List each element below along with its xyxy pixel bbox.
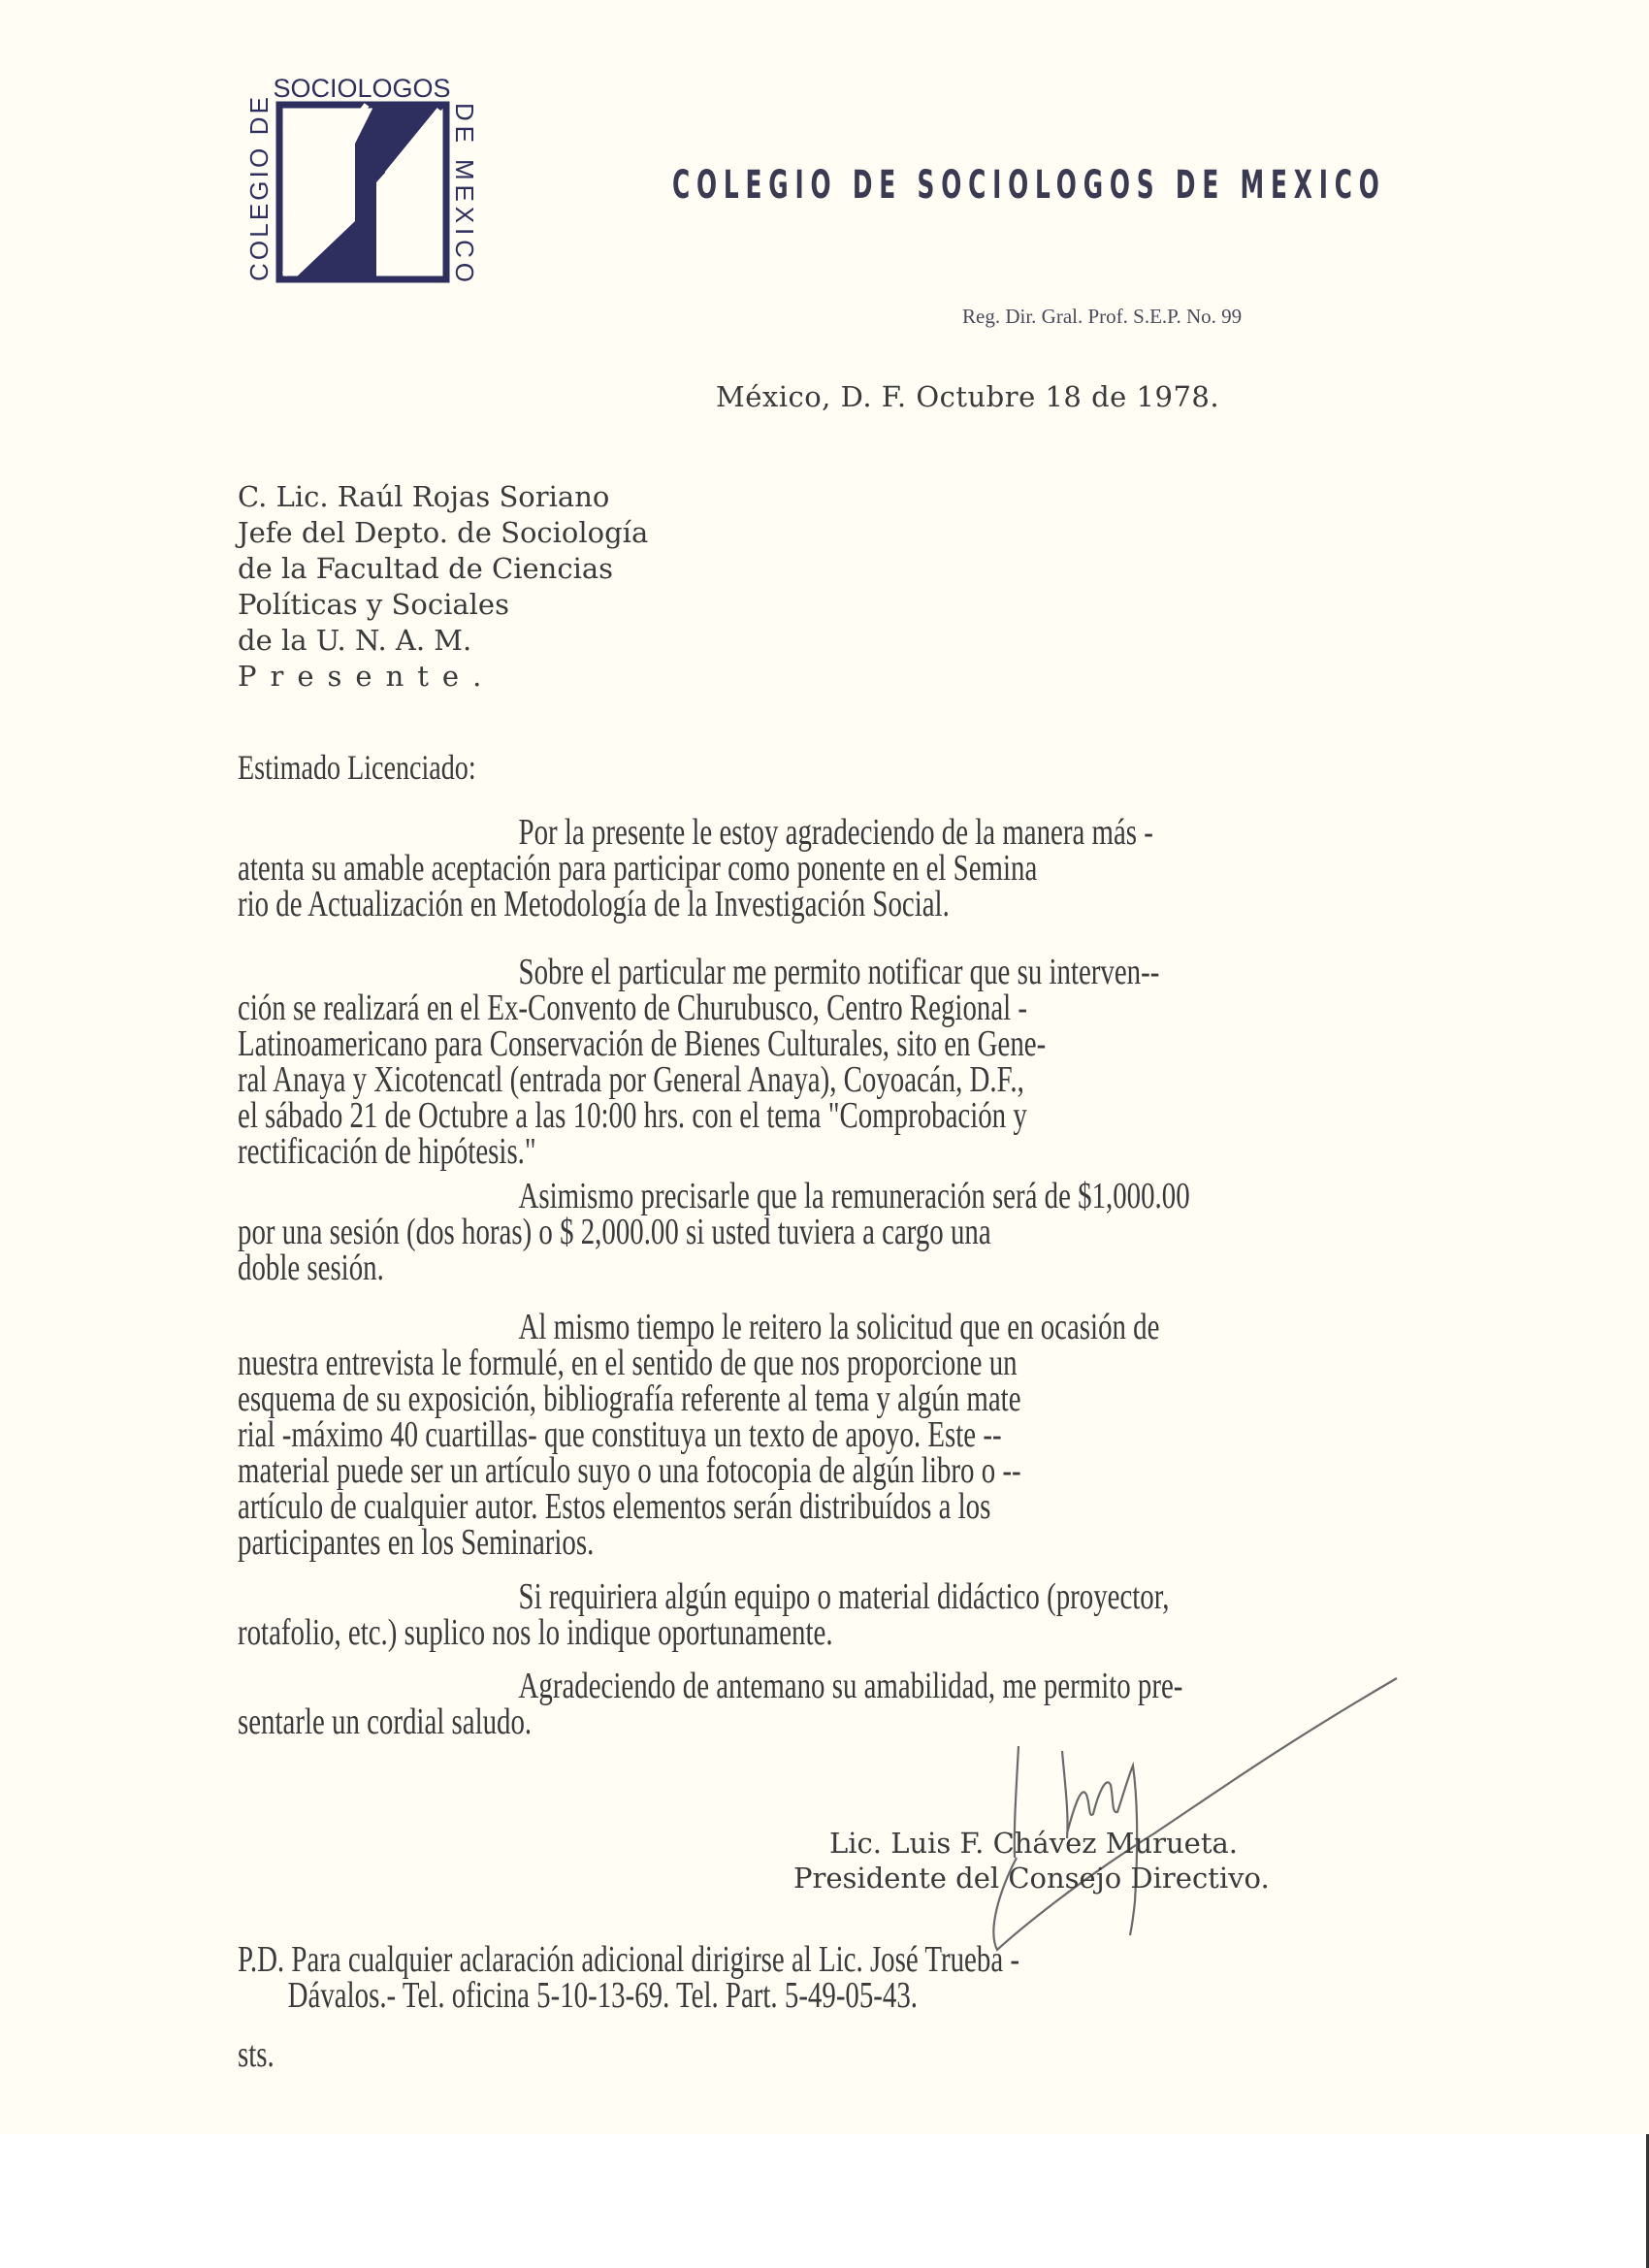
recipient-line: de la Facultad de Ciencias <box>238 552 614 585</box>
paragraph <box>238 1176 1489 1288</box>
paragraph-line: Si requiriera algún equipo o material didáctico (proyector, <box>518 1576 1170 1617</box>
paragraph-line: ción se realizará en el Ex-Convento de Churubusco, Centro Regional - <box>238 988 1028 1028</box>
logo-text-left: COLEGIO DE <box>244 97 274 281</box>
paragraph-line: material puede ser un artículo suyo o una fotocopia de algún libro o -- <box>238 1450 1021 1491</box>
paragraph-line: esquema de su exposición, bibliografía referente al tema y algún mate <box>238 1378 1021 1419</box>
recipient-line: Políticas y Sociales <box>238 588 509 621</box>
logo-text-top: SOCIOLOGOS <box>273 76 451 103</box>
paragraph <box>238 952 1489 1172</box>
handwritten-signature-icon <box>960 1639 1416 1960</box>
paragraph-line: Agradeciendo de antemano su amabilidad, me permito pre- <box>518 1666 1183 1706</box>
paragraph-line: atenta su amable aceptación para participar como ponente en el Semina <box>238 848 1038 889</box>
paragraph-line: Sobre el particular me permito notificar que su interven-- <box>518 952 1160 992</box>
paragraph-line: Por la presente le estoy agradeciendo de la manera más - <box>518 812 1153 853</box>
paragraph-line: ral Anaya y Xicotencatl (entrada por General Anaya), Coyoacán, D.F., <box>238 1059 1024 1100</box>
letter-date: México, D. F. Octubre 18 de 1978. <box>716 380 1220 413</box>
paragraph <box>238 1307 1489 1563</box>
recipient-address <box>238 479 648 695</box>
salutation: Estimado Licenciado: <box>238 748 476 787</box>
logo-text-right: DE MEXICO <box>450 103 479 282</box>
signatory-name: Lic. Luis F. Chávez Murueta. <box>829 1827 1238 1860</box>
paragraph-line: rial -máximo 40 cuartillas- que constituya un texto de apoyo. Este -- <box>238 1414 1002 1455</box>
typist-initials <box>238 2034 1489 2075</box>
paragraph-line: el sábado 21 de Octubre a las 10:00 hrs. con el tema "Comprobación y <box>238 1095 1027 1136</box>
colegio-sociologos-logo-icon <box>241 76 483 289</box>
paragraph-line: Al mismo tiempo le reitero la solicitud que en ocasión de <box>518 1307 1160 1347</box>
paragraph <box>238 812 1489 924</box>
letterhead-title: COLEGIO DE SOCIOLOGOS DE MEXICO <box>672 163 1386 208</box>
recipient-line: Presente. <box>238 660 496 693</box>
postscript <box>238 1939 1489 2016</box>
paragraph-line: Asimismo precisarle que la remuneración será de $1,000.00 <box>518 1176 1190 1216</box>
recipient-line: de la U. N. A. M. <box>238 624 472 657</box>
paragraph-line: rotafolio, etc.) suplico nos lo indique oportunamente. <box>238 1612 833 1653</box>
paragraph-line: participantes en los Seminarios. <box>238 1522 595 1563</box>
paragraph-line: sentarle un cordial saludo. <box>238 1701 533 1742</box>
paragraph-line: rio de Actualización en Metodología de la Investigación Social. <box>238 884 950 924</box>
paragraph-line: nuestra entrevista le formulé, en el sentido de que nos proporcione un <box>238 1343 1018 1383</box>
paragraph-line: rectificación de hipótesis." <box>238 1131 536 1172</box>
registration-number: Reg. Dir. Gral. Prof. S.E.P. No. 99 <box>962 305 1243 328</box>
paragraph-line: doble sesión. <box>238 1247 384 1288</box>
signatory-title: Presidente del Consejo Directivo. <box>793 1862 1270 1895</box>
postscript-line: P.D. Para cualquier aclaración adicional dirigirse al Lic. José Trueba - <box>238 1939 1019 1980</box>
paragraph-line: Latinoamericano para Conservación de Bienes Culturales, sito en Gene- <box>238 1023 1047 1064</box>
signatory-block <box>793 1826 1270 1895</box>
typist-initials-text: sts. <box>238 2034 275 2075</box>
recipient-line: C. Lic. Raúl Rojas Soriano <box>238 480 610 513</box>
paragraph-line: por una sesión (dos horas) o $ 2,000.00 si usted tuviera a cargo una <box>238 1212 991 1252</box>
postscript-line: Dávalos.- Tel. oficina 5-10-13-69. Tel. Part. 5-49-05-43. <box>287 1975 919 2016</box>
recipient-line: Jefe del Depto. de Sociología <box>238 516 649 549</box>
paragraph-line: artículo de cualquier autor. Estos elementos serán distribuídos a los <box>238 1486 991 1527</box>
